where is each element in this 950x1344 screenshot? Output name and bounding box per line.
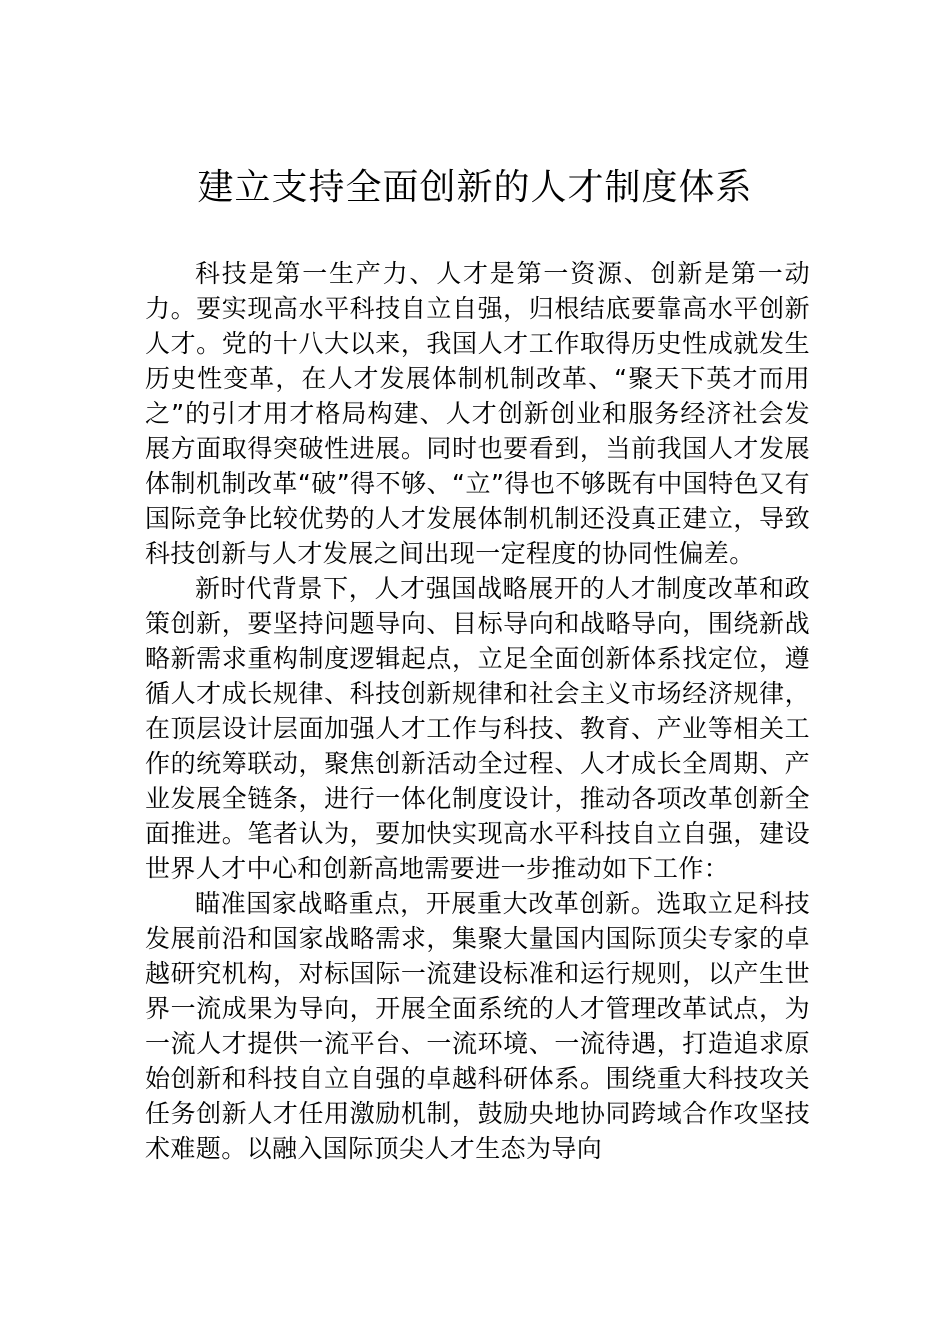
paragraph-2: 新时代背景下，人才强国战略展开的人才制度改革和政策创新，要坚持问题导向、目标导向和战略导向，围绕新战略新需求重构制度逻辑起点，立足全面创新体系找定位，遵循人才成长规律、科技创新规律和社会主义市场经济规律，在顶层设计层面加强人才工作与科技、教育、产业等相关工作的统筹联动，聚焦创新活动全过程、人才成长全周期、产业发展全链条，进行一体化制度设计，推动各项改革创新全面推进。笔者认为，要加快实现高水平科技自立自强，建设世界人才中心和创新高地需要进一步推动如下工作： [145, 574, 810, 883]
document-body [145, 256, 810, 1166]
paragraph-1: 科技是第一生产力、人才是第一资源、创新是第一动力。要实现高水平科技自立自强，归根结底要靠高水平创新人才。党的十八大以来，我国人才工作取得历史性成就发生历史性变革，在人才发展体制机制改革、“聚天下英才而用之”的引才用才格局构建、人才创新创业和服务经济社会发展方面取得突破性进展。同时也要看到，当前我国人才发展体制机制改革“破”得不够、“立”得也不够既有中国特色又有国际竞争比较优势的人才发展体制机制还没真正建立，导致科技创新与人才发展之间出现一定程度的协同性偏差。 [145, 259, 810, 568]
document-title: 建立支持全面创新的人才制度体系 [197, 167, 753, 208]
paragraph-3: 瞄准国家战略重点，开展重大改革创新。选取立足科技发展前沿和国家战略需求，集聚大量国内国际顶尖专家的卓越研究机构，对标国际一流建设标准和运行规则，以产生世界一流成果为导向，开展全面系统的人才管理改革试点，为一流人才提供一流平台、一流环境、一流待遇，打造追求原始创新和科技自立自强的卓越科研体系。围绕重大科技攻关任务创新人才任用激励机制，鼓励央地协同跨域合作攻坚技术难题。以融入国际顶尖人才生态为导向 [145, 889, 810, 1163]
